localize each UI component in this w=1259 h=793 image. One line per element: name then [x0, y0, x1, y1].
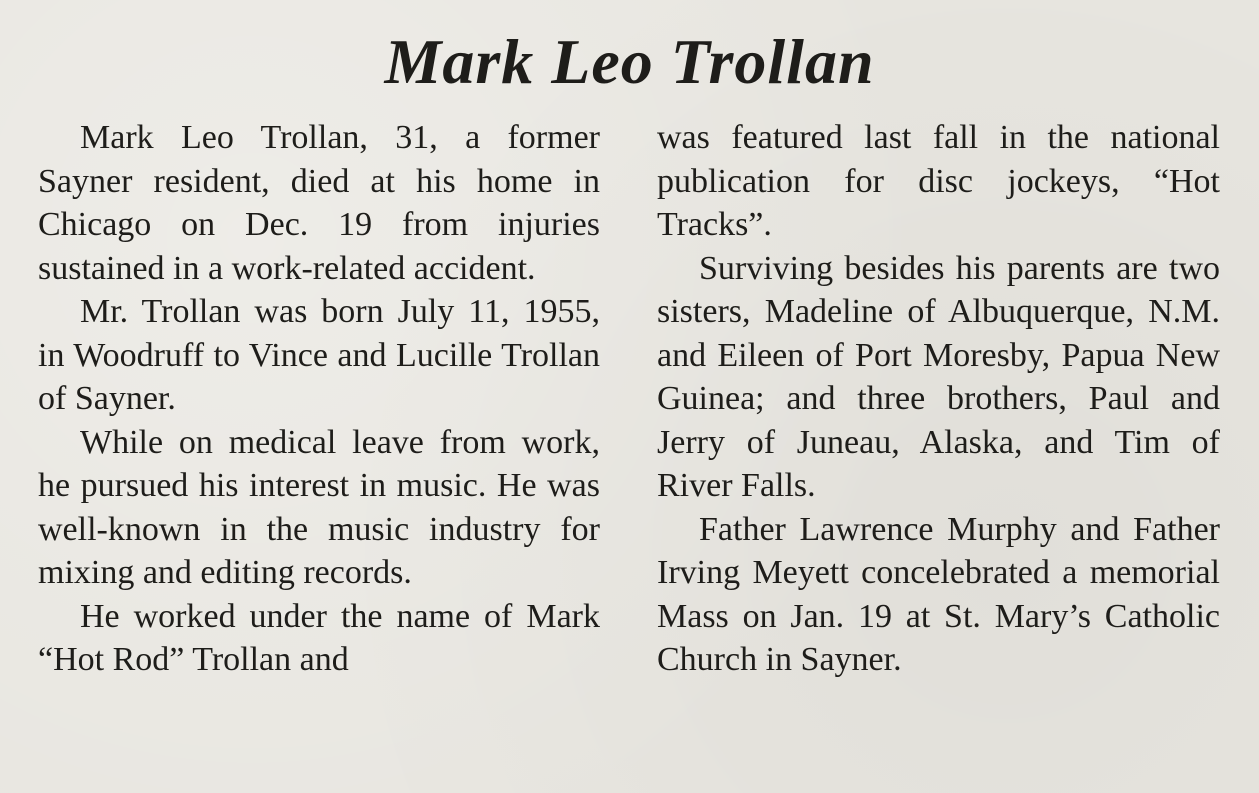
left-column	[38, 116, 600, 682]
right-column	[657, 116, 1220, 682]
paragraph-music-career: While on medical leave from work, he pursued his interest in music. He was well-known in the music industry for mixing and editing records.	[38, 423, 600, 591]
paragraph-death-notice: Mark Leo Trollan, 31, a former Sayner resident, died at his home in Chicago on Dec. 19 from injuries sustained in a work-related accident.	[38, 119, 600, 287]
headline: Mark Leo Trollan	[384, 26, 875, 97]
paragraph-memorial-mass: Father Lawrence Murphy and Father Irving Meyett concelebrated a memorial Mass on Jan. 19 at St. Mary’s Catholic Church in Sayner.	[657, 510, 1220, 678]
paragraph-survivors: Surviving besides his parents are two sisters, Madeline of Albuquerque, N.M. and Eileen of Port Moresby, Papua New Guinea; and three brothers, Paul and Jerry of Juneau, Alaska, and Tim of River Falls.	[657, 249, 1220, 504]
paragraph-stage-name: He worked under the name of Mark “Hot Rod” Trollan and	[38, 597, 600, 678]
paragraph-stage-name-continued: was featured last fall in the national publication for disc jockeys, “Hot Tracks”.	[657, 119, 1220, 243]
paragraph-birth: Mr. Trollan was born July 11, 1955, in Woodruff to Vince and Lucille Trollan of Sayner.	[38, 293, 600, 417]
